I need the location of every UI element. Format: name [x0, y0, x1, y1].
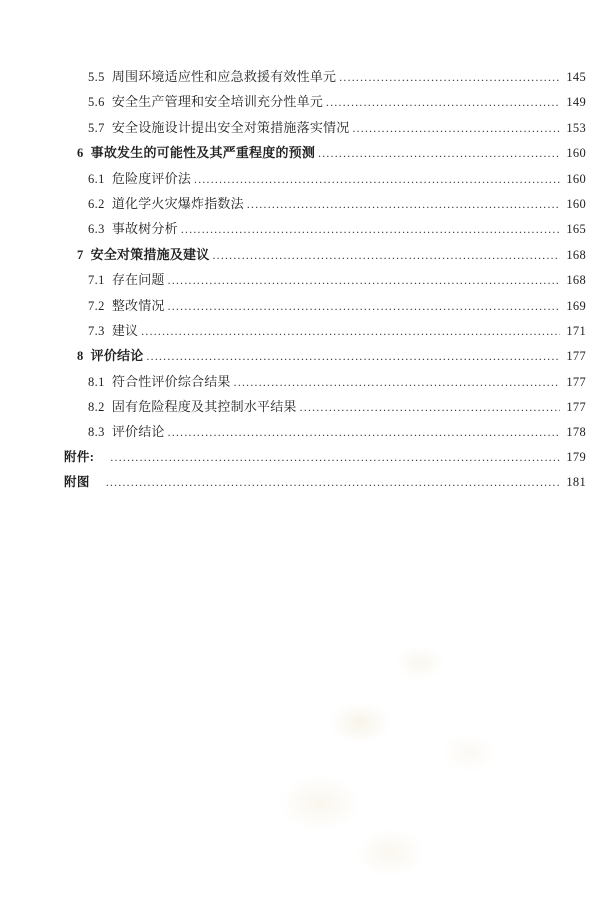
toc-entry-label: 存在问题: [111, 272, 165, 288]
toc-entry-page: 171: [566, 323, 586, 338]
toc-entry-number: 7: [77, 247, 84, 262]
toc-entry-number: 7.3: [88, 323, 105, 338]
toc-entry-number: 5.6: [88, 95, 105, 110]
toc-dot-leader: [300, 402, 560, 414]
toc-entry-number: 6.1: [88, 171, 105, 186]
toc-entry-label: 评价结论: [90, 348, 144, 364]
toc-entry-label: 固有危险程度及其控制水平结果: [111, 399, 297, 415]
toc-entry-number: 8.3: [88, 425, 105, 440]
toc-entry[interactable]: [0, 193, 586, 218]
toc-entry-number: 8.1: [88, 374, 105, 389]
toc-dot-leader: [181, 224, 560, 236]
toc-entry-page: 145: [566, 70, 586, 84]
toc-entry-number: 5.5: [88, 70, 105, 84]
toc-entry[interactable]: [0, 472, 586, 497]
toc-dot-leader: [106, 477, 560, 489]
toc-entry-page: 160: [566, 171, 586, 186]
toc-entry[interactable]: [0, 66, 586, 91]
toc-dot-leader: [141, 326, 560, 338]
toc-entry-page: 165: [566, 222, 586, 237]
toc-entry-page: 168: [566, 247, 586, 262]
toc-entry-number: 附件:: [64, 449, 95, 464]
toc-entry-page: 177: [566, 349, 586, 364]
toc-entry-page: 169: [566, 298, 586, 313]
toc-entry-number: 7.2: [88, 298, 105, 313]
toc-entry-number: 5.7: [88, 120, 105, 135]
toc-entry-page: 177: [566, 374, 586, 389]
toc-entry-page: 168: [566, 273, 586, 288]
toc-dot-leader: [110, 452, 560, 464]
toc-entry-label: 安全生产管理和安全培训充分性单元: [111, 94, 324, 110]
toc-entry-page: 177: [566, 400, 586, 415]
toc-entry-page: 179: [566, 449, 586, 464]
toc-dot-leader: [194, 174, 560, 186]
toc-entry[interactable]: [0, 168, 586, 193]
toc-dot-leader: [234, 377, 560, 389]
toc-dot-leader: [146, 351, 560, 363]
toc-entry[interactable]: [0, 244, 586, 269]
toc-entry-label: 符合性评价综合结果: [111, 373, 231, 389]
toc-entry-label: 事故树分析: [111, 221, 178, 237]
toc-dot-leader: [339, 72, 560, 84]
toc-entry[interactable]: [0, 218, 586, 243]
toc-entry-label: 建议: [111, 322, 139, 338]
toc-entry[interactable]: [0, 421, 586, 446]
toc-dot-leader: [212, 250, 560, 262]
toc-entry[interactable]: [0, 142, 586, 167]
toc-entry-page: 178: [566, 425, 586, 440]
toc-entry[interactable]: [0, 117, 586, 142]
toc-entry-label: 危险度评价法: [111, 170, 192, 186]
toc-entry-label: 安全设施设计提出安全对策措施落实情况: [111, 119, 350, 135]
toc-entry-number: 6: [77, 146, 84, 161]
toc-entry[interactable]: [0, 371, 586, 396]
toc-entry-number: 6.2: [88, 196, 105, 211]
toc-dot-leader: [318, 148, 560, 160]
toc-entry-page: 149: [566, 95, 586, 110]
toc-dot-leader: [352, 123, 560, 135]
toc-dot-leader: [247, 199, 560, 211]
toc-entry-label: 评价结论: [111, 424, 165, 440]
toc-dot-leader: [168, 275, 560, 287]
toc-entry-label: 安全对策措施及建议: [90, 246, 210, 262]
toc-entry[interactable]: [0, 269, 586, 294]
toc-dot-leader: [326, 97, 560, 109]
toc-entry[interactable]: [0, 345, 586, 370]
toc-entry-label: 周围环境适应性和应急救援有效性单元: [111, 69, 337, 84]
scan-noise-texture: [270, 603, 600, 913]
toc-entry[interactable]: [0, 295, 586, 320]
toc-entry-page: 181: [566, 475, 586, 490]
toc-dot-leader: [168, 301, 560, 313]
toc-entry-number: 7.1: [88, 273, 105, 288]
table-of-contents: [0, 66, 586, 498]
toc-entry[interactable]: [0, 447, 586, 472]
toc-entry-number: 附图: [64, 475, 90, 490]
toc-entry-number: 6.3: [88, 222, 105, 237]
toc-entry[interactable]: [0, 320, 586, 345]
toc-entry-number: 8.2: [88, 400, 105, 415]
toc-entry-number: 8: [77, 349, 84, 364]
toc-entry[interactable]: [0, 91, 586, 116]
toc-entry-page: 153: [566, 120, 586, 135]
toc-dot-leader: [168, 427, 560, 439]
toc-entry-page: 160: [566, 196, 586, 211]
toc-entry-label: 整改情况: [111, 297, 165, 313]
toc-entry-label: 道化学火灾爆炸指数法: [111, 195, 244, 211]
toc-entry-label: 事故发生的可能性及其严重程度的预测: [90, 145, 316, 161]
toc-entry-page: 160: [566, 146, 586, 161]
toc-entry[interactable]: [0, 396, 586, 421]
